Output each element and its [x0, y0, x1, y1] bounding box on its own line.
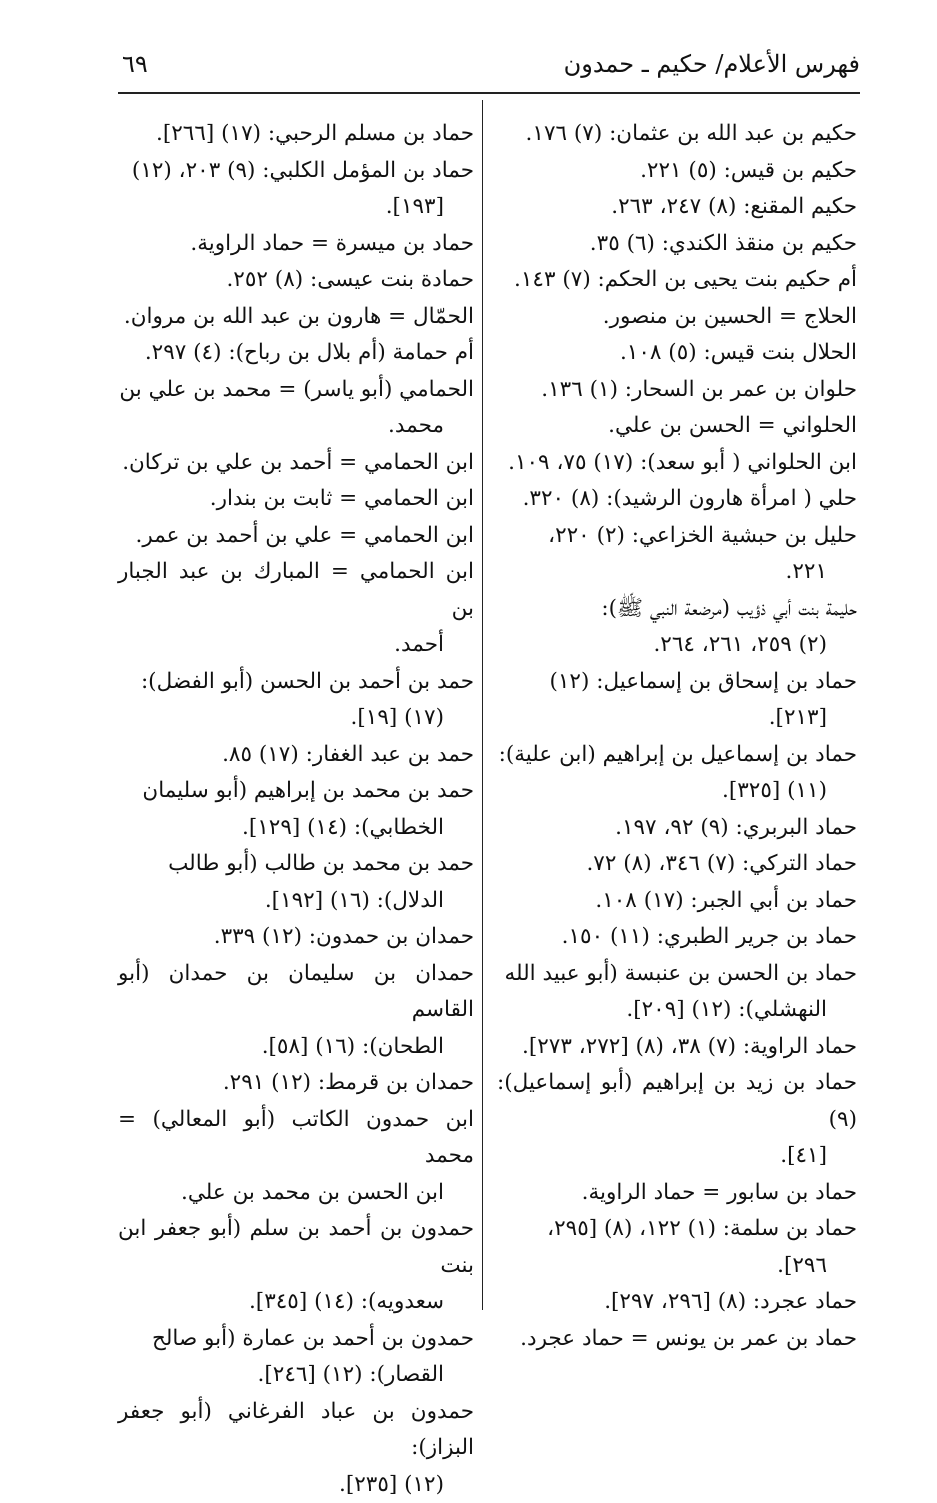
- index-entry-line: حكيم بن قيس: (٥) ٢٢١.: [497, 153, 857, 190]
- index-entry: [497, 226, 857, 263]
- index-entry: [497, 1065, 857, 1175]
- index-entry-line: الحمامي (أبو ياسر) = محمد بن علي بن: [118, 372, 474, 409]
- index-entry: [118, 299, 474, 336]
- index-entry: [497, 664, 857, 737]
- index-entry: [118, 846, 474, 919]
- index-entry-line: حمد بن أحمد بن الحسن (أبو الفضل):: [118, 664, 474, 701]
- index-entry-line: حليل بن حبشية الخزاعي: (٢) ٢٢٠،: [497, 518, 857, 555]
- index-entry: [497, 116, 857, 153]
- index-entry-line: حماد بن إسماعيل بن إبراهيم (ابن علية):: [497, 737, 857, 774]
- index-entry: [497, 189, 857, 226]
- index-entry-line: حمد بن محمد بن إبراهيم (أبو سليمان: [118, 773, 474, 810]
- index-entry-line: الحلاج = الحسين بن منصور.: [497, 299, 857, 336]
- index-entry-continuation: الدلال): (١٦) [١٩٢].: [118, 883, 474, 920]
- right-column: [497, 116, 857, 1357]
- index-entry: [497, 1175, 857, 1212]
- index-entry: [497, 481, 857, 518]
- running-title: فهرس الأعلام/ حكيم ـ حمدون: [564, 50, 860, 78]
- index-entry: [118, 664, 474, 737]
- index-entry-continuation: [٢١٣].: [497, 700, 857, 737]
- index-entry-continuation: أحمد.: [118, 627, 474, 664]
- header-rule: [118, 92, 860, 94]
- index-entry-line: حمد بن محمد بن طالب (أبو طالب: [118, 846, 474, 883]
- index-entry: [118, 116, 474, 153]
- index-entry-line: حلوان بن عمر بن السحار: (١) ١٣٦.: [497, 372, 857, 409]
- index-entry: [118, 1394, 474, 1503]
- index-entry-line: حماد بن سلمة: (١) ١٢٢، (٨) [٢٩٥،: [497, 1211, 857, 1248]
- index-entry-continuation: ابن الحسن بن محمد بن علي.: [118, 1175, 474, 1212]
- index-entry-continuation: (١٧) [١٩].: [118, 700, 474, 737]
- index-entry-line: حمدون بن أحمد بن عمارة (أبو صالح: [118, 1321, 474, 1358]
- index-entry-line: حماد بن مسلم الرحبي: (١٧) [٢٦٦].: [118, 116, 474, 153]
- index-entry-line: حكيم بن منقذ الكندي: (٦) ٣٥.: [497, 226, 857, 263]
- index-entry-line: ابن الحمامي = ثابت بن بندار.: [118, 481, 474, 518]
- index-entry: [118, 518, 474, 555]
- index-entry-line: حماد بن المؤمل الكلبي: (٩) ٢٠٣، (١٢): [118, 153, 474, 190]
- index-entry: [118, 262, 474, 299]
- index-entry-line: حمدان بن سليمان بن حمدان (أبو القاسم: [118, 956, 474, 1029]
- index-entry-continuation: [٤١].: [497, 1138, 857, 1175]
- index-entry-continuation: [١٩٣].: [118, 189, 474, 226]
- index-entry: [118, 919, 474, 956]
- index-entry-line: ابن حمدون الكاتب (أبو المعالي) = محمد: [118, 1102, 474, 1175]
- index-entry-line: ابن الحمامي = أحمد بن علي بن تركان.: [118, 445, 474, 482]
- index-entry: [497, 591, 857, 664]
- index-entry: [497, 1029, 857, 1066]
- index-entry-line: حماد البربري: (٩) ٩٢، ١٩٧.: [497, 810, 857, 847]
- index-entry-line: حماد بن جرير الطبري: (١١) ١٥٠.: [497, 919, 857, 956]
- index-entry: [118, 956, 474, 1066]
- index-entry-continuation: الطحان): (١٦) [٥٨].: [118, 1029, 474, 1066]
- index-entry: [118, 1321, 474, 1394]
- index-entry-line: حماد بن زيد بن إبراهيم (أبو إسماعيل): (٩): [497, 1065, 857, 1138]
- index-entry-line: حماد التركي: (٧) ٣٤٦، (٨) ٧٢.: [497, 846, 857, 883]
- index-entry-continuation: القصار): (١٢) [٢٤٦].: [118, 1357, 474, 1394]
- index-entry: [497, 956, 857, 1029]
- index-entry: [118, 445, 474, 482]
- index-entry: [497, 408, 857, 445]
- index-entry-line: حمدان بن حمدون: (١٢) ٣٣٩.: [118, 919, 474, 956]
- index-entry: [118, 372, 474, 445]
- index-entry: [497, 883, 857, 920]
- column-divider: [482, 100, 483, 1310]
- index-entry-continuation: (١١) [٣٢٥].: [497, 773, 857, 810]
- index-entry-continuation: (٢) ٢٥٩، ٢٦١، ٢٦٤.: [497, 627, 857, 664]
- index-entry-line: حمدان بن قرمط: (١٢) ٢٩١.: [118, 1065, 474, 1102]
- index-entry: [118, 153, 474, 226]
- index-entry-continuation: (١٢) [٢٣٥].: [118, 1467, 474, 1503]
- index-entry-line: حماد بن عمر بن يونس = حماد عجرد.: [497, 1321, 857, 1358]
- index-entry-line: حماد بن الحسن بن عنبسة (أبو عبيد الله: [497, 956, 857, 993]
- index-entry: [497, 1284, 857, 1321]
- index-entry: [118, 1102, 474, 1212]
- index-entry-line: ابن الحمامي = المبارك بن عبد الجبار بن: [118, 554, 474, 627]
- index-entry-line: حماد بن سابور = حماد الراوية.: [497, 1175, 857, 1212]
- index-entry: [497, 737, 857, 810]
- index-entry-line: حمد بن عبد الغفار: (١٧) ٨٥.: [118, 737, 474, 774]
- index-entry: [497, 153, 857, 190]
- index-entry: [497, 919, 857, 956]
- index-entry-line: الحلال بنت قيس: (٥) ١٠٨.: [497, 335, 857, 372]
- index-entry-continuation: ٢٢١.: [497, 554, 857, 591]
- index-entry: [497, 299, 857, 336]
- index-entry: [118, 226, 474, 263]
- index-entry: [118, 481, 474, 518]
- index-entry-line: حماد بن أبي الجبر: (١٧) ١٠٨.: [497, 883, 857, 920]
- index-entry-line: حمدون بن أحمد بن سلم (أبو جعفر ابن بنت: [118, 1211, 474, 1284]
- left-column: [118, 116, 474, 1503]
- index-entry: [497, 1321, 857, 1358]
- index-entry: [497, 262, 857, 299]
- index-entry-continuation: سعدويه): (١٤) [٣٤٥].: [118, 1284, 474, 1321]
- page-header: [118, 44, 860, 88]
- index-entry: [118, 737, 474, 774]
- index-entry: [497, 810, 857, 847]
- index-entry-line: ابن الحلواني ( أبو سعد): (١٧) ٧٥، ١٠٩.: [497, 445, 857, 482]
- index-entry: [497, 518, 857, 591]
- index-entry: [497, 335, 857, 372]
- index-entry: [497, 1211, 857, 1284]
- index-entry: [118, 1211, 474, 1321]
- index-entry: [118, 554, 474, 664]
- index-entry: [118, 773, 474, 846]
- index-entry-line: حماد بن إسحاق بن إسماعيل: (١٢): [497, 664, 857, 701]
- index-entry: [497, 372, 857, 409]
- index-entry-line: حكيم بن عبد الله بن عثمان: (٧) ١٧٦.: [497, 116, 857, 153]
- page-number: ٦٩: [122, 50, 148, 78]
- index-entry-line: حمدون بن عباد الفرغاني (أبو جعفر البزاز):: [118, 1394, 474, 1467]
- index-entry-line: أم حكيم بنت يحيى بن الحكم: (٧) ١٤٣.: [497, 262, 857, 299]
- index-entry: [118, 335, 474, 372]
- index-entry-line: ابن الحمامي = علي بن أحمد بن عمر.: [118, 518, 474, 555]
- index-entry-line: حكيم المقنع: (٨) ٢٤٧، ٢٦٣.: [497, 189, 857, 226]
- index-entry-line: الحمّال = هارون بن عبد الله بن مروان.: [118, 299, 474, 336]
- index-entry-line: حليمة بنت أبي ذؤيب (مرضعة النبي ﷺ):: [497, 591, 857, 628]
- index-entry: [118, 1065, 474, 1102]
- index-entry: [497, 445, 857, 482]
- index-entry-line: حماد الراوية: (٧) ٣٨، (٨) [٢٧٢، ٢٧٣].: [497, 1029, 857, 1066]
- index-entry-line: حمادة بنت عيسى: (٨) ٢٥٢.: [118, 262, 474, 299]
- index-entry-line: حماد بن ميسرة = حماد الراوية.: [118, 226, 474, 263]
- index-entry-continuation: محمد.: [118, 408, 474, 445]
- index-entry-line: حماد عجرد: (٨) [٢٩٦، ٢٩٧].: [497, 1284, 857, 1321]
- index-entry-line: أم حمامة (أم بلال بن رباح): (٤) ٢٩٧.: [118, 335, 474, 372]
- index-entry-line: الحلواني = الحسن بن علي.: [497, 408, 857, 445]
- index-entry: [497, 846, 857, 883]
- index-entry-continuation: النهشلي): (١٢) [٢٠٩].: [497, 992, 857, 1029]
- index-entry-continuation: ٢٩٦].: [497, 1248, 857, 1285]
- index-entry-line: حلي ( امرأة هارون الرشيد): (٨) ٣٢٠.: [497, 481, 857, 518]
- index-entry-continuation: الخطابي): (١٤) [١٢٩].: [118, 810, 474, 847]
